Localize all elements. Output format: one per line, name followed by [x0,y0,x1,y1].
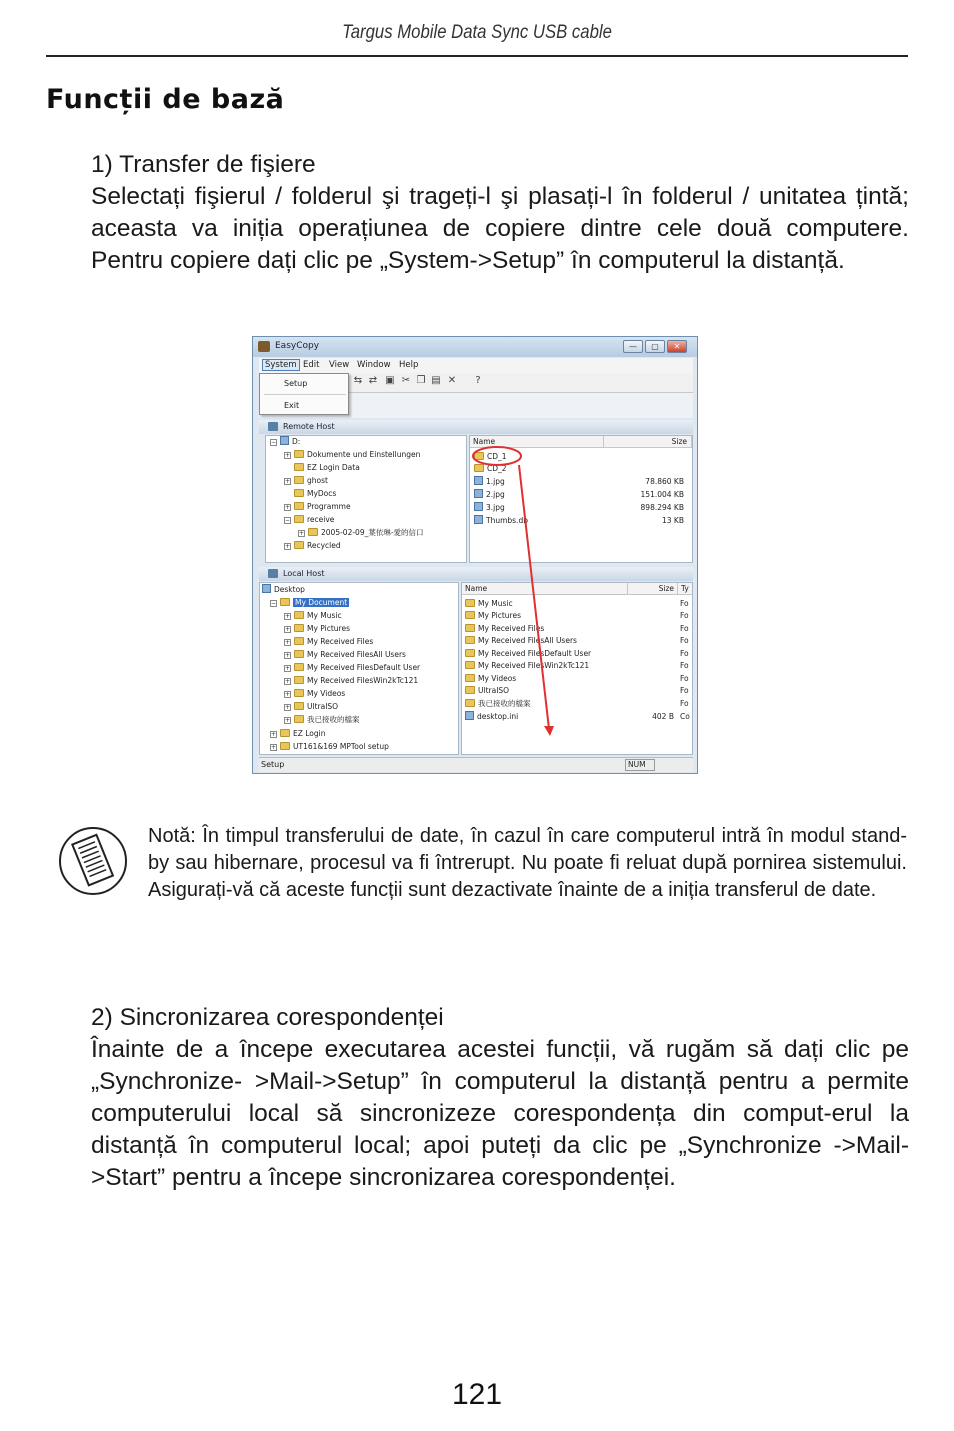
cut-icon[interactable]: ✂ [401,375,411,386]
file-type: Fo [680,674,689,683]
menu-view[interactable]: View [329,360,350,370]
tree-item[interactable]: EZ Login [280,728,326,740]
drag-annotation [253,337,698,774]
file-size: 402 B [652,712,674,721]
tree-item[interactable]: Dokumente und Einstellungen [294,449,420,461]
expander-icon[interactable]: + [285,504,291,511]
expander-icon[interactable]: + [285,543,291,550]
list-item[interactable]: 1.jpg [474,476,505,488]
list-item[interactable]: My Received FilesDefault User [465,648,591,660]
expander-icon[interactable]: + [285,613,291,620]
tree-item[interactable]: My Received FilesDefault User [294,662,420,674]
note-icon [58,826,128,896]
tree-item[interactable]: My Document [280,597,349,609]
list-item[interactable]: My Videos [465,673,516,685]
easycopy-screenshot [252,336,698,774]
file-type: Co [680,712,690,721]
tree-item[interactable]: My Pictures [294,623,350,635]
drag-arrow-line [519,465,549,729]
header-rule [46,55,908,57]
note-text: Notă: În timpul transferului de date, în cazul în care computerul intră în modul stand-by sau hibernare, procesul va fi întrerupt. Nu poate fi reluat după pornirea sistemului. Asigurați-vă că aceste funcții sunt dezactivate înainte de a iniția transferul de date. [148,825,907,901]
list-item[interactable]: CD_1 [474,451,507,463]
tree-item[interactable]: UltraISO [294,701,338,713]
section-title: Funcții de bază [46,84,285,115]
expander-icon[interactable]: − [271,439,277,446]
local-host-title: Local Host [283,569,325,578]
file-type: Fo [680,686,689,695]
tree-item[interactable]: Desktop [262,584,305,596]
status-text: Setup [261,760,285,769]
list-item[interactable]: UltraISO [465,685,509,697]
tree-item[interactable]: EZ Login Data [294,462,360,474]
list-item[interactable]: CD_2 [474,463,507,475]
expander-icon[interactable]: + [271,731,277,738]
file-type: Fo [680,649,689,658]
tree-item[interactable]: Recycled [294,540,341,552]
file-type: Fo [680,624,689,633]
copy-icon[interactable]: ❐ [416,375,426,386]
list-item[interactable]: My Pictures [465,610,521,622]
section-mail-sync [91,1002,909,1194]
expander-icon[interactable]: + [299,530,305,537]
file-type: Fo [680,661,689,670]
num-lock-indicator: NUM [625,759,655,771]
tree-item[interactable]: My Received FilesAll Users [294,649,406,661]
list-item[interactable]: 我已接收的檔案 [465,698,531,710]
file-size: 13 KB [662,516,684,525]
expander-icon[interactable]: + [285,665,291,672]
expander-icon[interactable]: + [285,452,291,459]
file-type: Fo [680,699,689,708]
column-name[interactable]: Name [462,583,628,595]
list-item[interactable]: desktop.ini [465,711,518,723]
expander-icon[interactable]: + [285,717,291,724]
tree-item[interactable]: My Videos [294,688,345,700]
tree-item[interactable]: My Music [294,610,342,622]
section-body: Înainte de a începe executarea acestei funcții, vă rugăm să dați clic pe „Synchronize- >Mail->Setup” în computerul la distanță pentru a permite computerului local să sincronizeze corespondența din comput-erul la distanță în computerul local; apoi puteți da clic pe „Synchronize ->Mail->Start” pentru a începe sincronizarea corespondenței. [91,1036,909,1191]
expander-icon[interactable]: + [271,744,277,751]
list-item[interactable]: My Received FilesAll Users [465,635,577,647]
file-size: 898.294 KB [640,503,684,512]
menu-window[interactable]: Window [357,360,391,370]
section-heading: 2) Sincronizarea corespondenței [91,1004,444,1031]
menu-item-exit[interactable]: Exit [284,401,300,410]
help-icon[interactable]: ? [475,375,481,386]
tree-item[interactable]: MyDocs [294,488,336,500]
menu-item-setup[interactable]: Setup [284,379,308,388]
running-header: Targus Mobile Data Sync USB cable [342,22,612,43]
tree-item[interactable]: 我已接收的檔案 [294,714,360,726]
tree-item[interactable]: Programme [294,501,351,513]
tree-item[interactable]: My Received Files [294,636,373,648]
list-item[interactable]: 3.jpg [474,502,505,514]
expander-icon[interactable]: + [285,704,291,711]
section-body: Selectați fişierul / folderul şi trageți-l şi plasați-l în folderul / unitatea țintă; aceasta va iniția operațiunea de copiere dintre cele două computere. Pentru copiere dați clic pe „System->Setup” în computerul la distanță. [91,183,909,274]
list-item[interactable]: Thumbs.db [474,515,528,527]
column-size[interactable]: Size [604,436,692,448]
window-title: EasyCopy [275,341,320,351]
list-item[interactable]: 2.jpg [474,489,505,501]
menu-help[interactable]: Help [399,360,419,370]
tree-item[interactable]: 2005-02-09_葉依琳-愛的信口 [308,527,424,539]
tree-item[interactable]: D: [280,436,300,448]
tree-item[interactable]: My Received FilesWin2kTc121 [294,675,418,687]
file-size: 78.860 KB [645,477,684,486]
file-type: Fo [680,599,689,608]
expander-icon[interactable]: + [285,652,291,659]
remote-host-title: Remote Host [283,422,335,431]
expander-icon[interactable]: + [285,639,291,646]
drag-arrow-head [544,726,554,736]
menu-edit[interactable]: Edit [303,360,320,370]
expander-icon[interactable]: + [285,678,291,685]
close-button[interactable]: ✕ [667,340,687,353]
paste-icon[interactable]: ▤ [431,375,441,386]
column-type[interactable]: Ty [678,583,693,595]
tree-item[interactable]: receive [294,514,334,526]
refresh-icon[interactable]: ⇆ [353,375,363,386]
page-number: 121 [451,1378,503,1411]
column-size[interactable]: Size [628,583,678,595]
maximize-button[interactable]: ▢ [645,340,665,353]
file-size: 151.004 KB [640,490,684,499]
minimize-button[interactable]: — [623,340,643,353]
tree-item[interactable]: UT161&169 MPTool setup [280,741,389,753]
menu-system[interactable]: System [262,359,300,371]
tree-item[interactable]: ghost [294,475,328,487]
column-name[interactable]: Name [470,436,604,448]
properties-icon[interactable]: ▣ [385,375,395,386]
highlight-circle [473,447,521,465]
expander-icon[interactable]: + [285,478,291,485]
expander-icon[interactable]: − [271,600,277,607]
list-item[interactable]: My Received FilesWin2kTc121 [465,660,589,672]
expander-icon[interactable]: − [285,517,291,524]
file-type: Fo [680,611,689,620]
expander-icon[interactable]: + [285,626,291,633]
file-type: Fo [680,636,689,645]
swap-icon[interactable]: ⇄ [368,375,378,386]
section-file-transfer [91,149,909,277]
list-item[interactable]: My Received Files [465,623,544,635]
delete-icon[interactable]: ✕ [447,375,457,386]
section-heading: 1) Transfer de fişiere [91,151,316,178]
list-item[interactable]: My Music [465,598,513,610]
expander-icon[interactable]: + [285,691,291,698]
